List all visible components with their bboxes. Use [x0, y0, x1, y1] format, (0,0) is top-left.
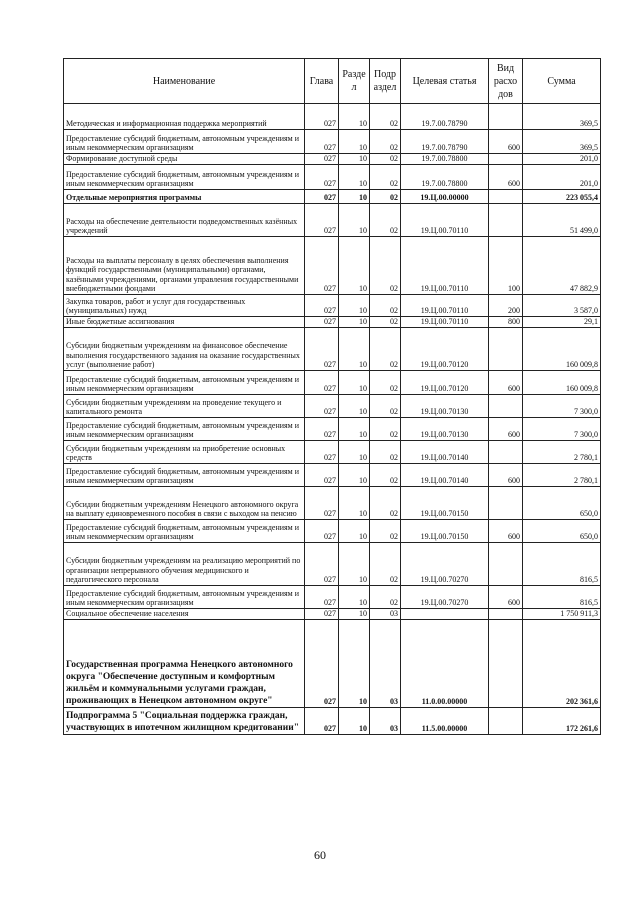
cell-target: 19.Ц.00.70140 [401, 464, 489, 487]
cell-sum: 650,0 [523, 520, 601, 543]
cell-target: 19.7.00.78800 [401, 154, 489, 165]
cell-target: 19.Ц.00.70110 [401, 237, 489, 295]
cell-target: 19.7.00.78790 [401, 104, 489, 130]
cell-chapter: 027 [305, 609, 339, 620]
header-expense-type: Вид расхо дов [489, 59, 523, 104]
header-chapter: Глава [305, 59, 339, 104]
cell-section: 10 [339, 104, 370, 130]
cell-name: Подпрограмма 5 "Социальная поддержка граждан, участвующих в ипотечном жилищном кредитовании" [64, 708, 305, 735]
cell-sum: 172 261,6 [523, 708, 601, 735]
table-row [64, 620, 601, 708]
cell-subsection: 02 [370, 295, 401, 317]
cell-chapter: 027 [305, 130, 339, 154]
cell-sum: 7 300,0 [523, 395, 601, 418]
cell-chapter: 027 [305, 487, 339, 520]
table-row [64, 464, 601, 487]
cell-type [489, 204, 523, 237]
cell-name: Предоставление субсидий бюджетным, автономным учреждениям и иным некоммерческим организациям [64, 418, 305, 441]
cell-name: Формирование доступной среды [64, 154, 305, 165]
table-row [64, 441, 601, 464]
cell-chapter: 027 [305, 237, 339, 295]
cell-name: Государственная программа Ненецкого автономного округа "Обеспечение доступным и комфортным жильём и коммунальными услугами граждан, проживающих в Ненецком автономном округе" [64, 620, 305, 708]
cell-target: 19.Ц.00.70110 [401, 317, 489, 328]
cell-section: 10 [339, 328, 370, 371]
table-row [64, 395, 601, 418]
cell-name: Иные бюджетные ассигнования [64, 317, 305, 328]
cell-subsection: 02 [370, 154, 401, 165]
cell-type [489, 104, 523, 130]
header-row [64, 59, 601, 104]
cell-section: 10 [339, 418, 370, 441]
cell-subsection: 02 [370, 441, 401, 464]
cell-sum: 51 499,0 [523, 204, 601, 237]
cell-sum: 816,5 [523, 543, 601, 586]
budget-table [63, 58, 601, 735]
cell-type [489, 609, 523, 620]
cell-sum: 650,0 [523, 487, 601, 520]
cell-subsection: 02 [370, 543, 401, 586]
cell-chapter: 027 [305, 464, 339, 487]
cell-target: 19.Ц.00.70110 [401, 295, 489, 317]
cell-target: 19.Ц.00.70130 [401, 395, 489, 418]
cell-subsection: 02 [370, 487, 401, 520]
cell-target: 19.Ц.00.70120 [401, 371, 489, 395]
cell-chapter: 027 [305, 708, 339, 735]
header-section: Разде л [339, 59, 370, 104]
cell-type: 200 [489, 295, 523, 317]
cell-sum: 369,5 [523, 130, 601, 154]
cell-chapter: 027 [305, 520, 339, 543]
cell-subsection: 02 [370, 586, 401, 609]
cell-chapter: 027 [305, 543, 339, 586]
cell-name: Методическая и информационная поддержка мероприятий [64, 104, 305, 130]
cell-chapter: 027 [305, 317, 339, 328]
cell-sum: 2 780,1 [523, 441, 601, 464]
cell-subsection: 02 [370, 395, 401, 418]
header-name: Наименование [64, 59, 305, 104]
cell-target: 19.Ц.00.70110 [401, 204, 489, 237]
cell-type [489, 190, 523, 204]
cell-target: 19.Ц.00.70270 [401, 543, 489, 586]
header-subsection: Подр аздел [370, 59, 401, 104]
cell-chapter: 027 [305, 586, 339, 609]
cell-type [489, 708, 523, 735]
table-row [64, 317, 601, 328]
cell-section: 10 [339, 204, 370, 237]
cell-target: 19.7.00.78800 [401, 165, 489, 190]
header-sum: Сумма [523, 59, 601, 104]
cell-section: 10 [339, 609, 370, 620]
cell-sum: 7 300,0 [523, 418, 601, 441]
cell-target: 19.Ц.00.70120 [401, 328, 489, 371]
cell-type: 600 [489, 371, 523, 395]
cell-type [489, 543, 523, 586]
cell-subsection: 03 [370, 708, 401, 735]
table-row [64, 190, 601, 204]
cell-chapter: 027 [305, 395, 339, 418]
cell-chapter: 027 [305, 371, 339, 395]
cell-type: 600 [489, 418, 523, 441]
cell-subsection: 02 [370, 204, 401, 237]
cell-name: Предоставление субсидий бюджетным, автономным учреждениям и иным некоммерческим организациям [64, 464, 305, 487]
header-target: Целевая статья [401, 59, 489, 104]
cell-sum: 160 009,8 [523, 371, 601, 395]
table-row [64, 165, 601, 190]
cell-section: 10 [339, 487, 370, 520]
cell-name: Субсидии бюджетным учреждениям на финансовое обеспечение выполнения государственного задания на оказание государственных услуг (выполнение работ) [64, 328, 305, 371]
cell-target [401, 609, 489, 620]
cell-name: Закупка товаров, работ и услуг для государственных (муниципальных) нужд [64, 295, 305, 317]
cell-type [489, 441, 523, 464]
cell-chapter: 027 [305, 418, 339, 441]
page-number: 60 [314, 848, 326, 862]
cell-subsection: 02 [370, 418, 401, 441]
cell-section: 10 [339, 464, 370, 487]
cell-name: Предоставление субсидий бюджетным, автономным учреждениям и иным некоммерческим организациям [64, 586, 305, 609]
cell-name: Расходы на выплаты персоналу в целях обеспечения выполнения функций государственными (муниципальными) органами, казёнными учреждениями, органами управления государственными внебюджетными фондами [64, 237, 305, 295]
table-row [64, 154, 601, 165]
cell-chapter: 027 [305, 190, 339, 204]
cell-subsection: 03 [370, 620, 401, 708]
cell-type [489, 395, 523, 418]
cell-sum: 2 780,1 [523, 464, 601, 487]
cell-name: Социальное обеспечение населения [64, 609, 305, 620]
cell-target: 19.Ц.00.70130 [401, 418, 489, 441]
cell-type [489, 620, 523, 708]
cell-type: 600 [489, 464, 523, 487]
cell-type [489, 328, 523, 371]
cell-name: Предоставление субсидий бюджетным, автономным учреждениям и иным некоммерческим организациям [64, 520, 305, 543]
table-row [64, 130, 601, 154]
cell-subsection: 02 [370, 371, 401, 395]
cell-section: 10 [339, 586, 370, 609]
cell-type: 600 [489, 586, 523, 609]
table-row [64, 487, 601, 520]
cell-section: 10 [339, 520, 370, 543]
cell-name: Расходы на обеспечение деятельности подведомственных казённых учреждений [64, 204, 305, 237]
cell-section: 10 [339, 543, 370, 586]
cell-name: Субсидии бюджетным учреждениям на реализацию мероприятий по организации непрерывного обучения медицинского и педагогического персонала [64, 543, 305, 586]
cell-sum: 223 055,4 [523, 190, 601, 204]
cell-chapter: 027 [305, 328, 339, 371]
cell-target: 19.Ц.00.70150 [401, 520, 489, 543]
cell-section: 10 [339, 130, 370, 154]
cell-name: Предоставление субсидий бюджетным, автономным учреждениям и иным некоммерческим организациям [64, 371, 305, 395]
cell-subsection: 02 [370, 328, 401, 371]
cell-section: 10 [339, 371, 370, 395]
cell-name: Отдельные мероприятия программы [64, 190, 305, 204]
cell-chapter: 027 [305, 204, 339, 237]
cell-sum: 160 009,8 [523, 328, 601, 371]
cell-name: Предоставление субсидий бюджетным, автономным учреждениям и иным некоммерческим организациям [64, 130, 305, 154]
cell-target: 11.0.00.00000 [401, 620, 489, 708]
cell-target: 19.Ц.00.70270 [401, 586, 489, 609]
cell-type: 600 [489, 520, 523, 543]
table-row [64, 104, 601, 130]
cell-sum: 1 750 911,3 [523, 609, 601, 620]
cell-subsection: 02 [370, 104, 401, 130]
cell-sum: 47 882,9 [523, 237, 601, 295]
cell-type: 800 [489, 317, 523, 328]
cell-name: Предоставление субсидий бюджетным, автономным учреждениям и иным некоммерческим организациям [64, 165, 305, 190]
table-row [64, 543, 601, 586]
cell-section: 10 [339, 317, 370, 328]
cell-subsection: 02 [370, 130, 401, 154]
cell-target: 19.Ц.00.70150 [401, 487, 489, 520]
table-row [64, 328, 601, 371]
cell-section: 10 [339, 154, 370, 165]
cell-section: 10 [339, 190, 370, 204]
cell-subsection: 03 [370, 609, 401, 620]
cell-subsection: 02 [370, 237, 401, 295]
cell-sum: 202 361,6 [523, 620, 601, 708]
cell-chapter: 027 [305, 295, 339, 317]
cell-section: 10 [339, 395, 370, 418]
cell-type: 600 [489, 165, 523, 190]
cell-section: 10 [339, 295, 370, 317]
table-row [64, 609, 601, 620]
cell-chapter: 027 [305, 441, 339, 464]
table-row [64, 295, 601, 317]
cell-section: 10 [339, 441, 370, 464]
cell-subsection: 02 [370, 165, 401, 190]
cell-type: 100 [489, 237, 523, 295]
cell-sum: 369,5 [523, 104, 601, 130]
table-row [64, 586, 601, 609]
cell-type [489, 487, 523, 520]
cell-section: 10 [339, 620, 370, 708]
cell-target: 19.7.00.78790 [401, 130, 489, 154]
cell-sum: 816,5 [523, 586, 601, 609]
table-row [64, 204, 601, 237]
cell-sum: 201,0 [523, 154, 601, 165]
table-row [64, 708, 601, 735]
cell-target: 11.5.00.00000 [401, 708, 489, 735]
cell-section: 10 [339, 708, 370, 735]
cell-sum: 201,0 [523, 165, 601, 190]
table-row [64, 371, 601, 395]
cell-target: 19.Ц.00.00000 [401, 190, 489, 204]
cell-name: Субсидии бюджетным учреждениям на приобретение основных средств [64, 441, 305, 464]
table-row [64, 418, 601, 441]
cell-sum: 3 587,0 [523, 295, 601, 317]
cell-name: Субсидии бюджетным учреждениям на проведение текущего и капитального ремонта [64, 395, 305, 418]
cell-subsection: 02 [370, 464, 401, 487]
cell-chapter: 027 [305, 165, 339, 190]
cell-subsection: 02 [370, 520, 401, 543]
cell-section: 10 [339, 237, 370, 295]
table-row [64, 520, 601, 543]
cell-subsection: 02 [370, 317, 401, 328]
cell-target: 19.Ц.00.70140 [401, 441, 489, 464]
cell-subsection: 02 [370, 190, 401, 204]
table-row [64, 237, 601, 295]
cell-name: Субсидии бюджетным учреждениям Ненецкого автономного округа на выплату единовременного пособия в связи с выходом на пенсию [64, 487, 305, 520]
cell-section: 10 [339, 165, 370, 190]
cell-sum: 29,1 [523, 317, 601, 328]
cell-type [489, 154, 523, 165]
cell-chapter: 027 [305, 154, 339, 165]
cell-chapter: 027 [305, 620, 339, 708]
cell-type: 600 [489, 130, 523, 154]
cell-chapter: 027 [305, 104, 339, 130]
